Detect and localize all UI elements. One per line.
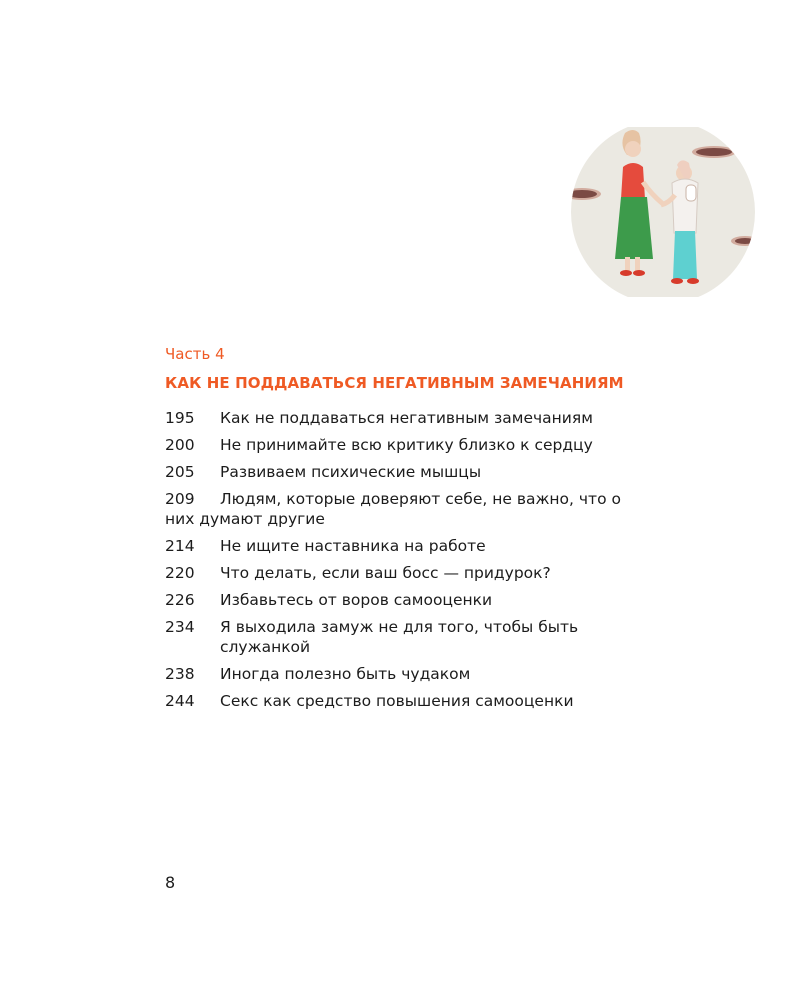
toc-page-number: 238 <box>165 665 195 683</box>
toc-entry[interactable] <box>165 408 645 428</box>
toc-wrapped-text <box>165 490 621 528</box>
toc-entry[interactable] <box>165 664 645 684</box>
toc-entry[interactable] <box>165 489 645 529</box>
toc-page-number: 244 <box>165 692 195 710</box>
toc-title: Людям, которые доверяют себе, не важно, что о них думают другие <box>165 490 621 528</box>
toc-title: Не принимайте всю критику близко к сердцу <box>220 436 593 454</box>
toc-title: Как не поддаваться негативным замечаниям <box>220 409 593 427</box>
toc-entry[interactable] <box>165 590 645 610</box>
toc-title: Избавьтесь от воров самооценки <box>220 591 493 609</box>
toc-entry[interactable] <box>165 563 645 583</box>
toc-page-number: 234 <box>165 618 195 636</box>
toc-title: Я выходила замуж не для того, чтобы быть служанкой <box>220 618 579 656</box>
toc-entry[interactable] <box>165 691 645 711</box>
table-of-contents <box>165 408 645 718</box>
part-label: Часть 4 <box>165 345 225 363</box>
toc-page-number: 226 <box>165 591 195 609</box>
toc-page-number: 205 <box>165 463 195 481</box>
toc-entry[interactable] <box>165 462 645 482</box>
toc-entry[interactable] <box>165 617 645 657</box>
part-title: КАК НЕ ПОДДАВАТЬСЯ НЕГАТИВНЫМ ЗАМЕЧАНИЯМ <box>165 374 624 392</box>
toc-title: Иногда полезно быть чудаком <box>220 665 471 683</box>
toc-title: Что делать, если ваш босс — придурок? <box>220 564 551 582</box>
toc-page-number: 220 <box>165 564 195 582</box>
toc-page-number: 195 <box>165 409 195 427</box>
two-women-handshake-illustration <box>567 127 759 297</box>
toc-page-number: 214 <box>165 537 195 555</box>
toc-entry[interactable] <box>165 435 645 455</box>
toc-page-number: 209 <box>165 490 195 508</box>
toc-entry[interactable] <box>165 536 645 556</box>
toc-title: Секс как средство повышения самооценки <box>220 692 574 710</box>
toc-page-number: 200 <box>165 436 195 454</box>
toc-title: Не ищите наставника на работе <box>220 537 486 555</box>
page-number: 8 <box>165 873 176 892</box>
toc-title: Развиваем психические мышцы <box>220 463 482 481</box>
